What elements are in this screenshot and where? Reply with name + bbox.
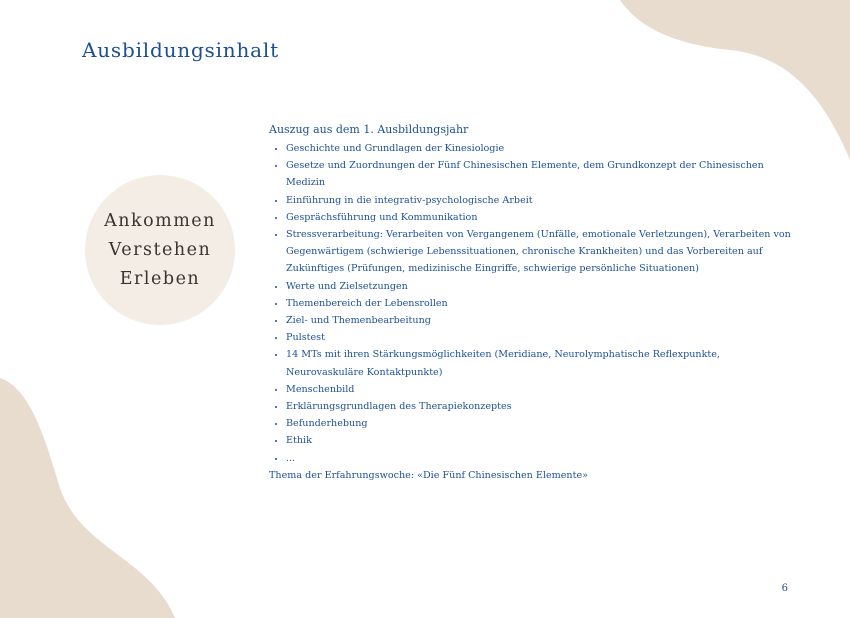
page-title: Ausbildungsinhalt: [82, 38, 279, 62]
list-item: • Ethik: [286, 432, 799, 449]
list-item: • Stressverarbeitung: Verarbeiten von Vergangenem (Unfälle, emotionale Verletzungen), Verarbeiten von Gegenwärtigem (schwierige Lebenssituationen, chronische Krankheiten) und das Vorbereiten auf Zukünftiges (Prüfungen, medizinische Eingriffe, schwierige persönliche Situationen): [286, 226, 799, 278]
decorative-blob-bottom-left: [0, 378, 180, 618]
list-item: • ...: [286, 450, 799, 467]
list-item: • Gesetze und Zuordnungen der Fünf Chinesischen Elemente, dem Grundkonzept der Chinesischen Medizin: [286, 157, 799, 191]
motto-line: Erleben: [119, 268, 201, 289]
list-item: • Pulstest: [286, 329, 799, 346]
list-item: • Menschenbild: [286, 381, 799, 398]
list-item: • Themenbereich der Lebensrollen: [286, 295, 799, 312]
list-item: • Erklärungsgrundlagen des Therapiekonzeptes: [286, 398, 799, 415]
section-outro: Thema der Erfahrungswoche: «Die Fünf Chinesischen Elemente»: [269, 469, 589, 481]
topic-list: [269, 140, 799, 467]
page-number: 6: [781, 583, 788, 594]
section-intro: Auszug aus dem 1. Ausbildungsjahr: [269, 123, 469, 136]
motto-circle: [85, 175, 235, 325]
list-item: • Einführung in die integrativ-psychologische Arbeit: [286, 192, 799, 209]
list-item: • Werte und Zielsetzungen: [286, 278, 799, 295]
list-item: • Geschichte und Grundlagen der Kinesiologie: [286, 140, 799, 157]
content-section: [269, 121, 799, 484]
motto-line: Verstehen: [108, 239, 212, 260]
list-item: • Gesprächsführung und Kommunikation: [286, 209, 799, 226]
list-item: • Ziel- und Themenbearbeitung: [286, 312, 799, 329]
list-item: • 14 MTs mit ihren Stärkungsmöglichkeiten (Meridiane, Neurolymphatische Reflexpunkte, Neurovaskuläre Kontaktpunkte): [286, 346, 799, 380]
list-item: • Befunderhebung: [286, 415, 799, 432]
motto-line: Ankommen: [104, 210, 216, 231]
